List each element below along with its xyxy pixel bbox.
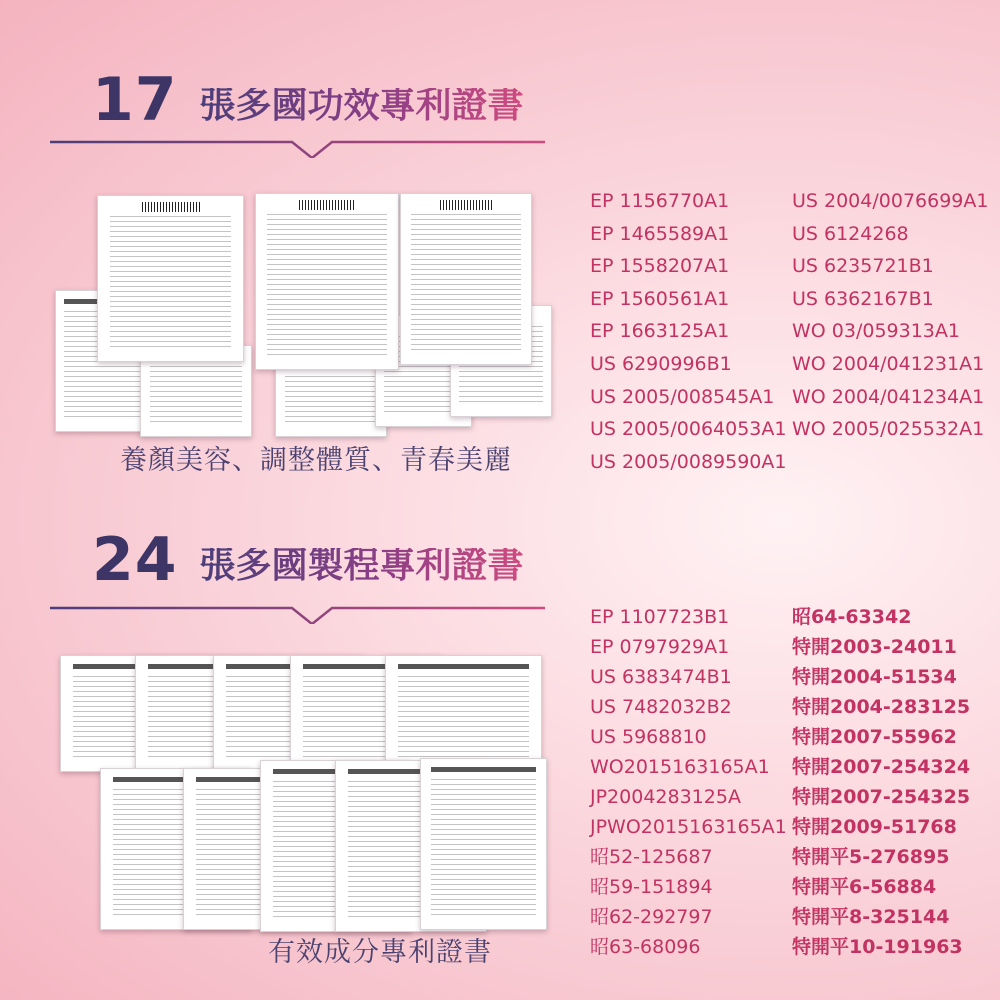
patent-number: 特開平10-191963 bbox=[792, 936, 963, 958]
patent-number: EP 1560561A1 bbox=[590, 287, 730, 310]
patent-number: 特開平8-325144 bbox=[792, 906, 950, 928]
patent-number: EP 1465589A1 bbox=[590, 222, 730, 245]
patent-number: EP 1558207A1 bbox=[590, 255, 730, 278]
certificate-image bbox=[385, 655, 542, 772]
efficacy-caption: 養顏美容、調整體質、青春美麗 bbox=[120, 445, 512, 476]
patent-number: EP 1663125A1 bbox=[590, 320, 730, 343]
patent-number: 昭52-125687 bbox=[590, 846, 713, 868]
patent-number: 特開平6-56884 bbox=[792, 876, 937, 898]
patent-number: US 2005/008545A1 bbox=[590, 385, 775, 408]
patent-number: EP 1156770A1 bbox=[590, 190, 730, 212]
patent-number: 昭59-151894 bbox=[590, 876, 713, 898]
process-divider bbox=[50, 594, 545, 624]
patent-number: EP 1107723B1 bbox=[590, 606, 730, 628]
certificate-image bbox=[400, 193, 532, 365]
patent-number: WO 2004/041231A1 bbox=[792, 352, 985, 375]
patent-number: 特開2007-254325 bbox=[792, 786, 971, 808]
patent-number: WO2015163165A1 bbox=[590, 756, 770, 778]
patent-number: JP2004283125A bbox=[590, 786, 741, 808]
process-title: 張多國製程專利證書 bbox=[200, 548, 524, 590]
patent-number: US 6235721B1 bbox=[792, 255, 934, 278]
process-patent-list-1 bbox=[590, 602, 787, 962]
patent-number: US 5968810 bbox=[590, 726, 707, 748]
patent-number: US 6383474B1 bbox=[590, 666, 732, 688]
patent-number: 昭63-68096 bbox=[590, 936, 701, 958]
efficacy-patent-list-2 bbox=[792, 185, 988, 446]
process-caption: 有效成分專利證書 bbox=[268, 937, 492, 968]
process-patent-list-2 bbox=[792, 602, 970, 962]
patent-number: US 2004/0076699A1 bbox=[792, 190, 989, 212]
patent-number: WO 2004/041234A1 bbox=[792, 385, 985, 408]
patent-number: 特開2009-51768 bbox=[792, 816, 957, 838]
patent-number: US 7482032B2 bbox=[590, 696, 732, 718]
process-certificate-images bbox=[55, 650, 555, 930]
patent-number: WO 2005/025532A1 bbox=[792, 418, 985, 441]
efficacy-heading bbox=[92, 65, 524, 135]
patent-number: US 6124268 bbox=[792, 222, 909, 245]
process-count: 24 bbox=[92, 525, 178, 595]
certificate-image bbox=[255, 193, 399, 370]
patent-number: EP 0797929A1 bbox=[590, 636, 730, 658]
process-heading bbox=[92, 525, 524, 595]
efficacy-count: 17 bbox=[92, 65, 178, 135]
patent-number: JPWO2015163165A1 bbox=[590, 816, 787, 838]
process-patents-section bbox=[0, 500, 1000, 1000]
certificate-image bbox=[97, 195, 244, 362]
patent-number: 特開2007-55962 bbox=[792, 726, 957, 748]
patent-number: US 6362167B1 bbox=[792, 287, 934, 310]
patent-number: WO 03/059313A1 bbox=[792, 320, 960, 343]
certificate-image bbox=[420, 758, 547, 930]
patent-number: 特開2007-254324 bbox=[792, 756, 971, 778]
patent-number: 特開2004-51534 bbox=[792, 666, 957, 688]
patent-number: 昭64-63342 bbox=[792, 606, 912, 628]
patent-number: US 6290996B1 bbox=[590, 352, 732, 375]
efficacy-title: 張多國功效專利證書 bbox=[200, 88, 524, 130]
patent-number: 特開2003-24011 bbox=[792, 636, 957, 658]
patent-number: 特開2004-283125 bbox=[792, 696, 971, 718]
patent-number: 特開平5-276895 bbox=[792, 846, 950, 868]
efficacy-certificate-images bbox=[55, 185, 555, 435]
efficacy-patent-list-1 bbox=[590, 185, 786, 478]
patent-number: US 2005/0089590A1 bbox=[590, 450, 787, 473]
efficacy-divider bbox=[50, 128, 545, 158]
patent-number: US 2005/0064053A1 bbox=[590, 418, 787, 441]
patent-number: 昭62-292797 bbox=[590, 906, 713, 928]
